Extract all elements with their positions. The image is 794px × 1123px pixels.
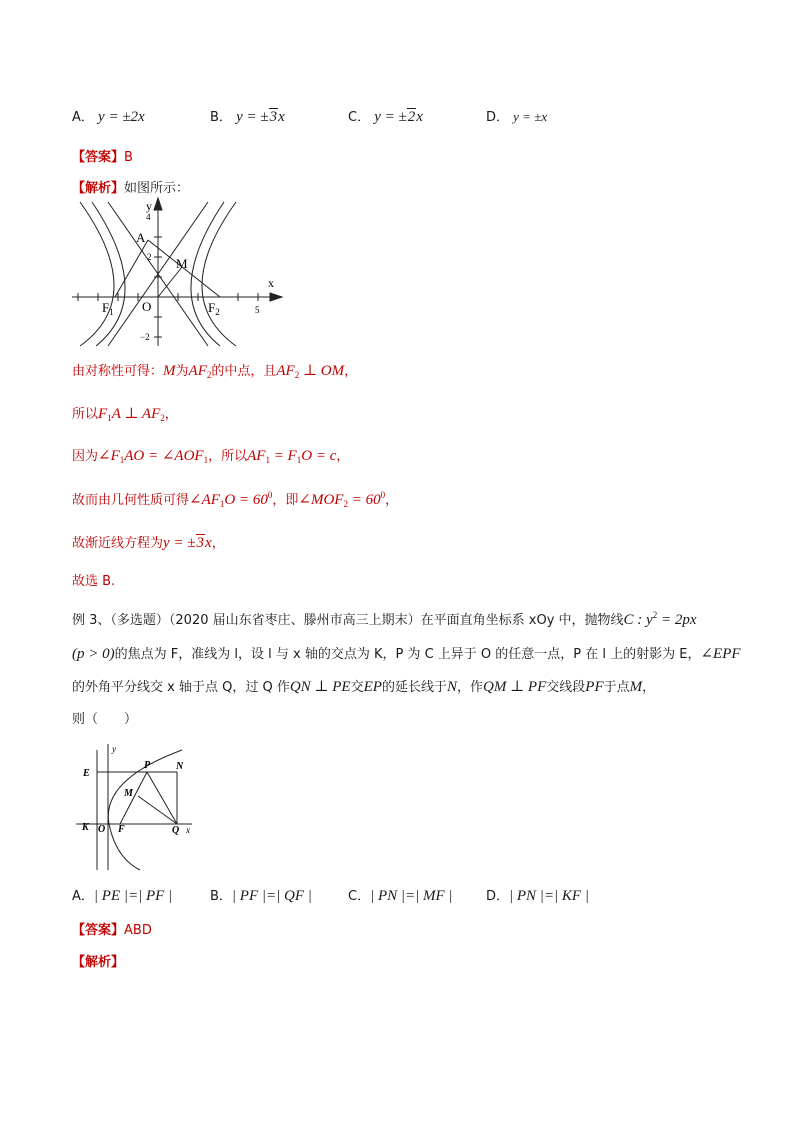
- y-axis-arrow: [154, 198, 162, 210]
- prev-option-a: A． y = ±2x: [72, 109, 145, 125]
- example3-line-2: (p > 0)的焦点为 F，准线为 l，设 l 与 x 轴的交点为 K，P 为 C 上异于 O 的任意一点，P 在 l 上的射影为 E，∠EPF: [72, 646, 741, 662]
- fig1-tick-2: 2: [147, 252, 152, 262]
- prev-analysis-heading: 【解析】如图所示：: [72, 181, 190, 196]
- left-branch-inner: [80, 202, 114, 346]
- fig1-f2-label: $F_2$: [208, 300, 220, 317]
- prev-option-d: D． y = ±x: [486, 109, 548, 125]
- example3-option-c: C．| PN |=| MF |: [348, 888, 453, 904]
- fig1-x-label: x: [268, 276, 274, 290]
- fig2-k-label: K: [82, 822, 89, 833]
- example3-line-4: 则（ ）: [72, 712, 138, 727]
- example3-option-d: D．| PN |=| KF |: [486, 888, 589, 904]
- left-branch-outer: [92, 202, 125, 346]
- fig1-tick-4: 4: [146, 212, 151, 222]
- fig2-p-label: P: [144, 760, 151, 771]
- example3-analysis-heading: 【解析】: [72, 955, 125, 970]
- fig1-a-label: A: [136, 230, 146, 245]
- fig1-o-label: O: [142, 299, 152, 314]
- right-branch-outer: [191, 202, 224, 346]
- fig2-m-label: M: [124, 788, 133, 799]
- fig2-y-label: y: [112, 744, 116, 754]
- segment-o-m: [158, 267, 182, 297]
- segment-q-m: [138, 796, 177, 824]
- fig1-tick-neg2: −2: [140, 332, 150, 342]
- analysis-line-3: 因为$\angle F_1AO$ = $\angle AOF_1$，所以$AF_1 = F_1O = c$，: [72, 448, 350, 465]
- analysis-line-2: 所以$F_1A$ ⊥ $AF_2$，: [72, 406, 178, 423]
- fig2-n-label: N: [176, 761, 184, 772]
- fig2-f-label: F: [118, 824, 125, 835]
- fig1-tick-5: 5: [255, 305, 260, 315]
- example3-option-b: B．| PF |=| QF |: [210, 888, 312, 904]
- example3-answer: 【答案】ABD: [72, 923, 152, 938]
- prev-answer: 【答案】B: [72, 150, 133, 165]
- fig1-f1-label: $F_1$: [102, 300, 114, 317]
- prev-option-b: B． y = ±3x: [210, 109, 285, 125]
- x-axis-arrow: [270, 293, 282, 301]
- example3-line-1: 例 3、（多选题）（2020 届山东省枣庄、滕州市高三上期末）在平面直角坐标系 xOy 中，抛物线C : $y^2 = 2px$: [72, 610, 697, 628]
- fig2-o-label: O: [98, 824, 106, 835]
- segment-p-q: [147, 772, 177, 824]
- segment-f1-a: [115, 240, 148, 297]
- analysis-line-1: 由对称性可得：M为$AF_2$的中点，且$AF_2$ ⊥ OM，: [72, 363, 358, 380]
- right-branch-inner: [202, 202, 236, 346]
- analysis-line-5: 故渐近线方程为y = ±3x，: [72, 535, 225, 551]
- fig2-e-label: E: [83, 768, 90, 779]
- fig2-q-label: Q: [172, 825, 180, 836]
- parabola-figure: [76, 740, 200, 874]
- example3-option-a: A．| PE |=| PF |: [72, 888, 173, 904]
- conclusion: 故选 B.: [72, 574, 116, 589]
- fig1-y-label: y: [146, 199, 152, 213]
- example3-line-3: 的外角平分线交 x 轴于点 Q，过 Q 作QN ⊥ PE交EP的延长线于N，作QM ⊥ PF交线段PF于点M，: [72, 679, 656, 695]
- hyperbola-figure: [70, 196, 285, 348]
- fig1-m-label: M: [176, 256, 188, 271]
- prev-option-c: C． y = ±2x: [348, 109, 423, 125]
- analysis-line-4: 故而由几何性质可得$\angle AF_1O = 60^0$，即$\angle MOF_2 = 60^0$，: [72, 490, 399, 509]
- fig2-x-label: x: [186, 825, 190, 835]
